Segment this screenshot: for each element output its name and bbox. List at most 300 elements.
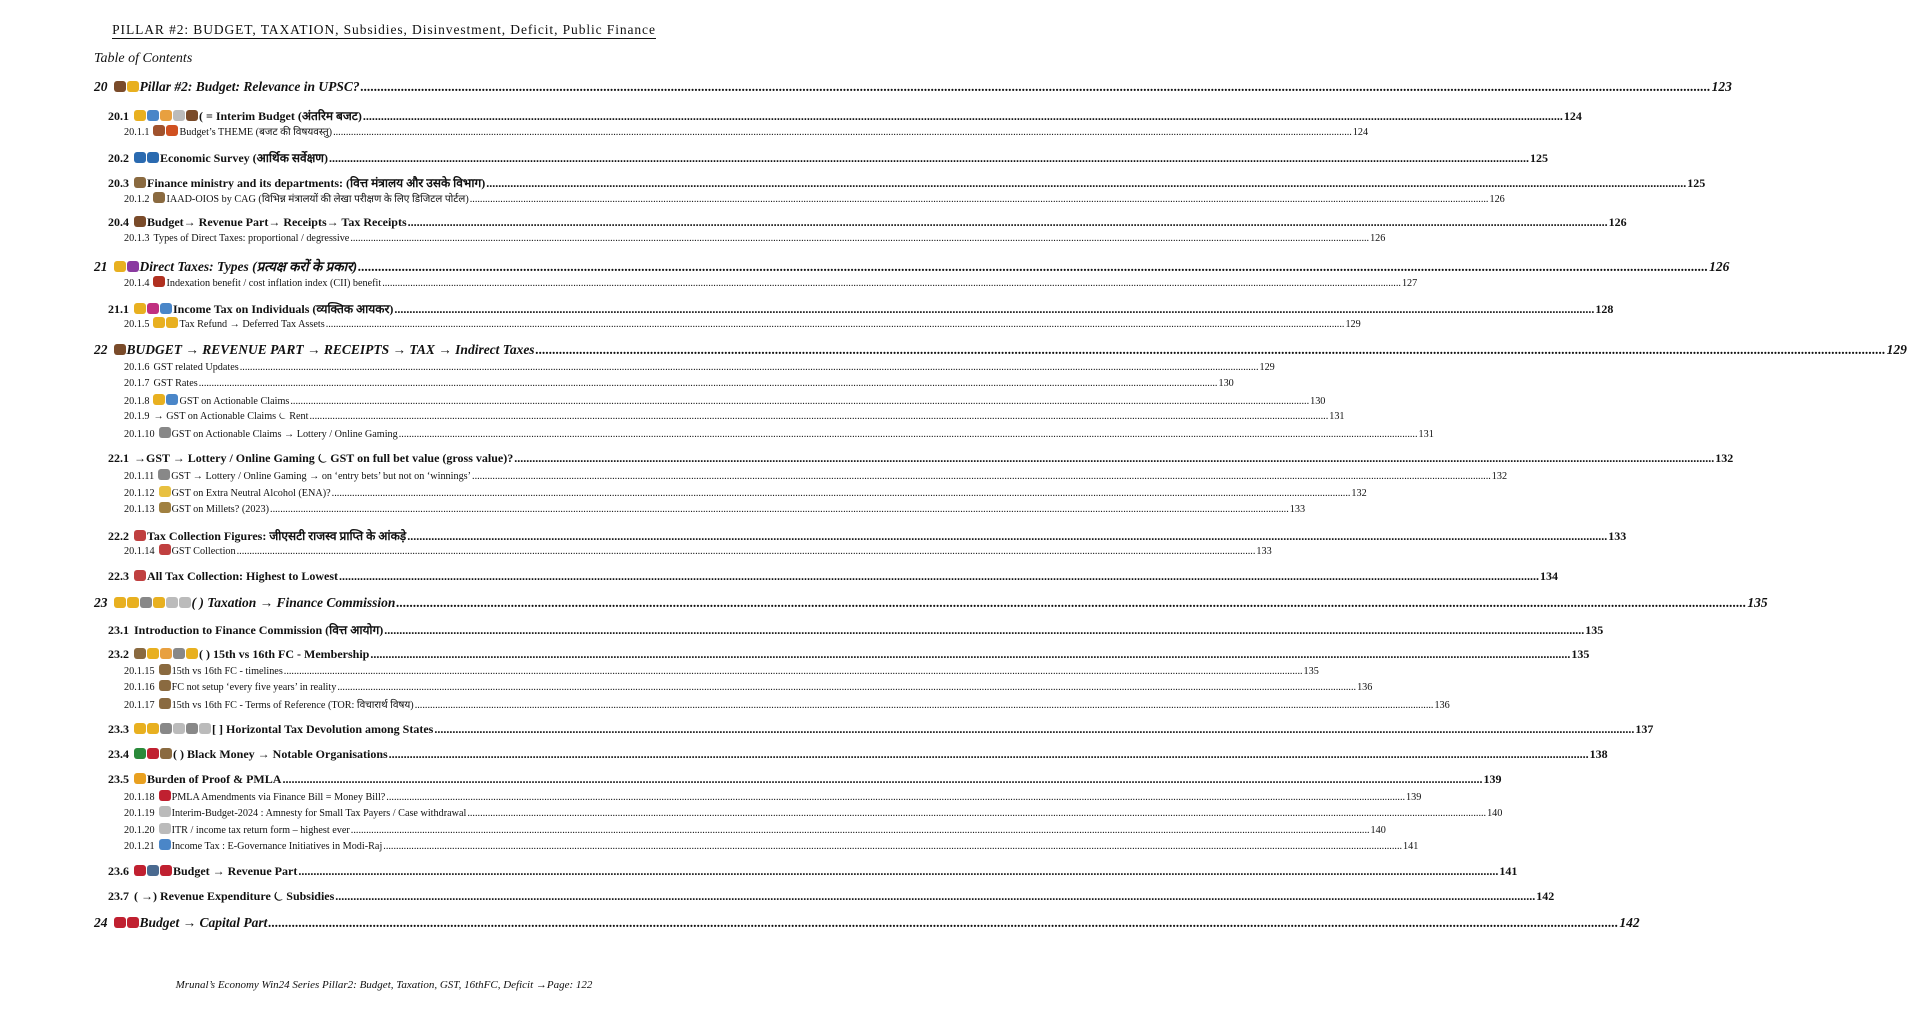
toc-entry-number: 20.1.17 bbox=[124, 700, 155, 711]
toc-entry-number: 20.1.20 bbox=[124, 825, 155, 836]
toc-entry-page: 126 bbox=[1709, 259, 1730, 274]
dot-leader: ................................................................................................................................................................................................................................................................................................................................................................................................................ bbox=[486, 176, 1687, 190]
toc-entry-page: 138 bbox=[1589, 747, 1608, 761]
toc-entry-label: Tax Refund → Deferred Tax Assets bbox=[179, 319, 325, 330]
emoji-icon bbox=[179, 597, 191, 608]
emoji-icon bbox=[127, 917, 139, 928]
toc-entry-number: 24 bbox=[94, 915, 108, 930]
toc-entry-number: 20.1.3 bbox=[124, 233, 150, 244]
toc-entry-number: 20.1 bbox=[108, 109, 129, 123]
dot-leader: ................................................................................................................................................................................................................................................................................................................................................................................................................ bbox=[407, 529, 1608, 543]
emoji-icon bbox=[160, 648, 172, 659]
toc-entry-number: 23.4 bbox=[108, 747, 129, 761]
toc-entry-label: Indexation benefit / cost inflation index (CII) benefit bbox=[166, 278, 382, 289]
emoji-icon bbox=[166, 125, 178, 136]
toc-entry-label: Burden of Proof & PMLA bbox=[147, 772, 282, 786]
toc-entry-number: 22.1 bbox=[108, 451, 129, 465]
toc-entry-page: 135 bbox=[1571, 647, 1590, 661]
emoji-icon bbox=[166, 317, 178, 328]
emoji-icon-group bbox=[159, 823, 172, 836]
emoji-icon bbox=[186, 110, 198, 121]
toc-entry[interactable] bbox=[108, 107, 1582, 124]
emoji-icon bbox=[134, 110, 146, 121]
toc-entry-label: Economic Survey (आर्थिक सर्वेक्षण) bbox=[160, 151, 328, 165]
emoji-icon bbox=[153, 192, 165, 203]
emoji-icon-group bbox=[134, 176, 147, 191]
toc-entry-page: 133 bbox=[1256, 546, 1272, 557]
toc-entry[interactable] bbox=[108, 772, 1502, 787]
toc-entry-label: Tax Collection Figures: जीएसटी राजस्व प्राप्ति के आंकड़े bbox=[147, 529, 407, 543]
toc-entry-number: 20.1.6 bbox=[124, 362, 150, 373]
dot-leader: ................................................................................................................................................................................................................................................................................................................................................................................................................ bbox=[394, 302, 1595, 316]
toc-entry-label: →GST → Lottery / Online Gaming ⏾ GST on full bet value (gross value)? bbox=[134, 451, 514, 465]
emoji-icon bbox=[114, 917, 126, 928]
dot-leader: ................................................................................................................................................................................................................................................................................................................................................................................................................ bbox=[434, 722, 1635, 736]
toc-entry[interactable] bbox=[124, 664, 1319, 677]
emoji-icon-group bbox=[114, 259, 140, 275]
emoji-icon bbox=[160, 748, 172, 759]
emoji-icon bbox=[159, 823, 171, 834]
toc-entry-page: 127 bbox=[1401, 278, 1418, 289]
toc-entry-label: GST Rates bbox=[153, 378, 198, 389]
toc-entry[interactable] bbox=[124, 839, 1419, 852]
toc-entry-number: 20.1.15 bbox=[124, 666, 155, 677]
toc-entry-label: 15th vs 16th FC - timelines bbox=[171, 666, 283, 677]
toc-entry[interactable] bbox=[124, 191, 1505, 205]
toc-entry-page: 141 bbox=[1403, 841, 1419, 852]
toc-entry[interactable] bbox=[94, 79, 1732, 95]
toc-entry[interactable] bbox=[108, 149, 1548, 166]
toc-entry-page: 130 bbox=[1218, 378, 1234, 389]
toc-entry[interactable] bbox=[108, 621, 1604, 638]
toc-entry-page: 126 bbox=[1489, 194, 1505, 205]
toc-entry-page: 136 bbox=[1357, 682, 1373, 693]
toc-entry-label: Direct Taxes: Types (प्रत्यक्ष करों के प्रकार) bbox=[139, 259, 358, 274]
toc-entry-number: 20.1.21 bbox=[124, 841, 155, 852]
toc-entry[interactable] bbox=[108, 722, 1654, 737]
emoji-icon bbox=[134, 216, 146, 227]
toc-entry-page: 139 bbox=[1483, 772, 1502, 786]
toc-entry-label: GST on Actionable Claims bbox=[179, 396, 290, 407]
toc-entry-number: 23.7 bbox=[108, 889, 129, 903]
toc-entry-number: 22 bbox=[94, 342, 108, 357]
emoji-icon bbox=[159, 486, 171, 497]
toc-entry[interactable] bbox=[108, 300, 1614, 317]
dot-leader: ................................................................................................................................................................................................................................................................................................................................................................................................................ bbox=[298, 864, 1499, 878]
toc-entry[interactable] bbox=[124, 427, 1434, 440]
emoji-icon-group bbox=[114, 342, 127, 358]
toc-entry-page: 126 bbox=[1608, 215, 1627, 229]
toc-entry-number: 21.1 bbox=[108, 302, 129, 316]
toc-entry-label: PMLA Amendments via Finance Bill = Money Bill? bbox=[171, 792, 386, 803]
toc-entry[interactable] bbox=[124, 233, 1386, 244]
emoji-icon bbox=[159, 502, 171, 513]
toc-entry-page: 124 bbox=[1352, 127, 1369, 138]
emoji-icon bbox=[153, 317, 165, 328]
toc-entry-page: 131 bbox=[1329, 411, 1345, 422]
toc-entry-label: ( = Interim Budget (अंतरिम बजट) bbox=[199, 109, 362, 123]
emoji-icon-group bbox=[114, 595, 192, 611]
emoji-icon bbox=[127, 597, 139, 608]
toc-entry[interactable] bbox=[124, 469, 1508, 482]
emoji-icon bbox=[127, 81, 139, 92]
emoji-icon bbox=[159, 806, 171, 817]
emoji-icon-group bbox=[134, 302, 173, 317]
toc-entry-label: 15th vs 16th FC - Terms of Reference (TOR: विचारार्थ विषय) bbox=[171, 700, 414, 711]
emoji-icon bbox=[134, 177, 146, 188]
page-footer: Mrunal’s Economy Win24 Series Pillar2: Budget, Taxation, GST, 16thFC, Deficit →Page: 122 bbox=[175, 979, 593, 991]
emoji-icon-group bbox=[159, 806, 172, 819]
emoji-icon bbox=[147, 748, 159, 759]
emoji-icon-group bbox=[134, 109, 199, 124]
emoji-icon-group bbox=[159, 544, 172, 557]
emoji-icon bbox=[114, 344, 126, 355]
dot-leader: ................................................................................................................................................................................................................................................................................................................................................................................................................ bbox=[350, 233, 1370, 244]
emoji-icon-group bbox=[153, 276, 166, 289]
emoji-icon bbox=[186, 648, 198, 659]
emoji-icon bbox=[134, 723, 146, 734]
emoji-icon bbox=[159, 839, 171, 850]
emoji-icon bbox=[159, 790, 171, 801]
toc-entry-number: 23.2 bbox=[108, 647, 129, 661]
toc-entry-label: → GST on Actionable Claims ⏾ Rent bbox=[153, 411, 309, 422]
dot-leader: ................................................................................................................................................................................................................................................................................................................................................................................................................ bbox=[360, 79, 1711, 94]
toc-entry-page: 140 bbox=[1487, 808, 1503, 819]
toc-entry-number: 20.3 bbox=[108, 176, 129, 190]
toc-entry-page: 125 bbox=[1529, 151, 1548, 165]
toc-entry-label: GST Collection bbox=[171, 546, 236, 557]
toc-entry-page: 129 bbox=[1886, 342, 1907, 357]
toc-entry-label: Finance ministry and its departments: (वित्त मंत्रालय और उसके विभाग) bbox=[147, 176, 486, 190]
toc-entry[interactable] bbox=[124, 806, 1503, 819]
toc-entry-label: GST related Updates bbox=[153, 362, 239, 373]
toc-entry[interactable] bbox=[108, 889, 1555, 904]
toc-entry-number: 20.1.14 bbox=[124, 546, 155, 557]
emoji-icon bbox=[114, 597, 126, 608]
emoji-icon bbox=[134, 152, 146, 163]
toc-entry-label: FC not setup ‘every five years’ in reality bbox=[171, 682, 337, 693]
emoji-icon-group bbox=[134, 747, 173, 762]
dot-leader: ................................................................................................................................................................................................................................................................................................................................................................................................................ bbox=[331, 488, 1351, 499]
emoji-icon-group bbox=[134, 647, 199, 662]
toc-entry[interactable] bbox=[108, 864, 1518, 879]
emoji-icon-group bbox=[114, 915, 140, 931]
emoji-icon bbox=[114, 261, 126, 272]
dot-leader: ................................................................................................................................................................................................................................................................................................................................................................................................................ bbox=[469, 194, 1489, 205]
toc-entry[interactable] bbox=[108, 451, 1734, 466]
toc-entry[interactable] bbox=[94, 257, 1730, 275]
emoji-icon bbox=[173, 723, 185, 734]
emoji-icon-group bbox=[134, 772, 147, 787]
toc-entry-page: 131 bbox=[1418, 429, 1434, 440]
toc-entry[interactable] bbox=[124, 317, 1361, 330]
emoji-icon-group bbox=[159, 790, 172, 803]
emoji-icon bbox=[114, 81, 126, 92]
emoji-icon-group bbox=[134, 215, 147, 230]
emoji-icon bbox=[160, 723, 172, 734]
toc-entry[interactable] bbox=[94, 595, 1768, 611]
emoji-icon bbox=[153, 125, 165, 136]
dot-leader: ................................................................................................................................................................................................................................................................................................................................................................................................................ bbox=[290, 396, 1310, 407]
toc-entry-label: Types of Direct Taxes: proportional / degressive bbox=[153, 233, 350, 244]
dot-leader: ................................................................................................................................................................................................................................................................................................................................................................................................................ bbox=[283, 666, 1303, 677]
toc-entry-page: 133 bbox=[1608, 529, 1627, 543]
toc-entry[interactable] bbox=[108, 174, 1706, 191]
toc-entry-number: 20 bbox=[94, 79, 108, 94]
emoji-icon-group bbox=[153, 317, 179, 330]
toc-entry-page: 139 bbox=[1406, 792, 1422, 803]
dot-leader: ................................................................................................................................................................................................................................................................................................................................................................................................................ bbox=[535, 342, 1886, 357]
toc-entry-number: 20.1.8 bbox=[124, 396, 150, 407]
emoji-icon-group bbox=[153, 192, 166, 205]
toc-entry-page: 142 bbox=[1619, 915, 1640, 930]
toc-entry-label: ITR / income tax return form – highest ever bbox=[171, 825, 350, 836]
dot-leader: ................................................................................................................................................................................................................................................................................................................................................................................................................ bbox=[198, 378, 1218, 389]
toc-entry[interactable] bbox=[108, 527, 1627, 544]
dot-leader: ................................................................................................................................................................................................................................................................................................................................................................................................................ bbox=[309, 411, 1329, 422]
dot-leader: ................................................................................................................................................................................................................................................................................................................................................................................................................ bbox=[398, 429, 1418, 440]
dot-leader: ................................................................................................................................................................................................................................................................................................................................................................................................................ bbox=[383, 841, 1403, 852]
toc-entry-number: 23.3 bbox=[108, 722, 129, 736]
toc-entry-number: 20.1.9 bbox=[124, 411, 150, 422]
toc-entry-number: 20.1.11 bbox=[124, 471, 155, 482]
emoji-icon-group bbox=[158, 469, 171, 482]
toc-entry[interactable] bbox=[124, 378, 1234, 389]
toc-entry[interactable] bbox=[124, 790, 1422, 803]
toc-entry-page: 137 bbox=[1635, 722, 1654, 736]
emoji-icon-group bbox=[134, 722, 212, 737]
toc-entry-page: 140 bbox=[1370, 825, 1386, 836]
toc-entry-label: Pillar #2: Budget: Relevance in UPSC? bbox=[139, 79, 360, 94]
toc-entry-page: 130 bbox=[1310, 396, 1326, 407]
emoji-icon-group bbox=[134, 864, 173, 879]
dot-leader: ................................................................................................................................................................................................................................................................................................................................................................................................................ bbox=[358, 259, 1709, 274]
dot-leader: ................................................................................................................................................................................................................................................................................................................................................................................................................ bbox=[370, 647, 1571, 661]
header-text: PILLAR #2: BUDGET, TAXATION, Subsidies, Disinvestment, Deficit, Public Finance bbox=[112, 22, 656, 37]
toc-entry-page: 124 bbox=[1563, 109, 1582, 123]
toc-entry[interactable] bbox=[94, 342, 1907, 358]
emoji-icon bbox=[160, 303, 172, 314]
emoji-icon bbox=[153, 597, 165, 608]
dot-leader: ................................................................................................................................................................................................................................................................................................................................................................................................................ bbox=[339, 569, 1539, 583]
dot-leader: ................................................................................................................................................................................................................................................................................................................................................................................................................ bbox=[328, 151, 1529, 165]
toc-entry-number: 20.1.13 bbox=[124, 504, 155, 515]
toc-entry-number: 20.1.7 bbox=[124, 378, 150, 389]
toc-entry-page: 125 bbox=[1687, 176, 1706, 190]
dot-leader: ................................................................................................................................................................................................................................................................................................................................................................................................................ bbox=[335, 889, 1536, 903]
emoji-icon bbox=[159, 664, 171, 675]
emoji-icon-group bbox=[159, 664, 172, 677]
emoji-icon bbox=[186, 723, 198, 734]
toc-entry-label: GST on Actionable Claims → Lottery / Online Gaming bbox=[171, 429, 398, 440]
emoji-icon bbox=[134, 303, 146, 314]
emoji-icon bbox=[153, 276, 165, 287]
emoji-icon bbox=[147, 865, 159, 876]
emoji-icon bbox=[134, 773, 146, 784]
toc-entry-number: 23.1 bbox=[108, 623, 129, 637]
toc-entry-page: 132 bbox=[1491, 471, 1508, 482]
dot-leader: ................................................................................................................................................................................................................................................................................................................................................................................................................ bbox=[396, 595, 1747, 610]
emoji-icon-group bbox=[134, 529, 147, 544]
toc-entry-page: 133 bbox=[1289, 504, 1306, 515]
emoji-icon-group bbox=[159, 486, 172, 499]
toc-entry-number: 20.2 bbox=[108, 151, 129, 165]
toc-entry-page: 141 bbox=[1499, 864, 1518, 878]
toc-entry[interactable] bbox=[124, 411, 1345, 423]
emoji-icon bbox=[159, 427, 171, 438]
emoji-icon bbox=[140, 597, 152, 608]
toc-entry-label: ( ) Taxation → Finance Commission bbox=[191, 595, 396, 610]
toc-entry[interactable] bbox=[124, 680, 1373, 693]
page-header bbox=[0, 22, 768, 38]
dot-leader: ................................................................................................................................................................................................................................................................................................................................................................................................................ bbox=[236, 546, 1256, 557]
dot-leader: ................................................................................................................................................................................................................................................................................................................................................................................................................ bbox=[282, 772, 1483, 786]
dot-leader: ................................................................................................................................................................................................................................................................................................................................................................................................................ bbox=[414, 700, 1434, 711]
dot-leader: ................................................................................................................................................................................................................................................................................................................................................................................................................ bbox=[382, 278, 1401, 289]
toc-entry-number: 20.1.1 bbox=[124, 127, 150, 138]
emoji-icon-group bbox=[159, 698, 172, 711]
toc-entry-page: 135 bbox=[1585, 623, 1604, 637]
emoji-icon bbox=[153, 394, 165, 405]
toc-entry-number: 23.5 bbox=[108, 772, 129, 786]
emoji-icon bbox=[147, 152, 159, 163]
toc-entry-label: Interim-Budget-2024 : Amnesty for Small Tax Payers / Case withdrawal bbox=[171, 808, 467, 819]
emoji-icon bbox=[147, 723, 159, 734]
dot-leader: ................................................................................................................................................................................................................................................................................................................................................................................................................ bbox=[514, 451, 1715, 465]
toc-entry-page: 136 bbox=[1434, 700, 1450, 711]
dot-leader: ................................................................................................................................................................................................................................................................................................................................................................................................................ bbox=[239, 362, 1259, 373]
dot-leader: ................................................................................................................................................................................................................................................................................................................................................................................................................ bbox=[467, 808, 1487, 819]
toc-entry[interactable] bbox=[124, 124, 1369, 138]
toc-entry[interactable] bbox=[108, 647, 1590, 662]
emoji-icon-group bbox=[114, 79, 140, 95]
toc-entry-number: 20.1.19 bbox=[124, 808, 155, 819]
emoji-icon-group bbox=[159, 427, 172, 440]
toc-entry-label: GST → Lottery / Online Gaming → on ‘entry bets’ but not on ‘winnings’ bbox=[171, 471, 472, 482]
toc-entry-number: 20.1.10 bbox=[124, 429, 155, 440]
emoji-icon bbox=[134, 648, 146, 659]
toc-entry[interactable] bbox=[108, 569, 1558, 584]
emoji-icon bbox=[159, 544, 171, 555]
dot-leader: ................................................................................................................................................................................................................................................................................................................................................................................................................ bbox=[333, 127, 1352, 138]
emoji-icon-group bbox=[153, 394, 179, 407]
toc-entry[interactable] bbox=[124, 394, 1326, 407]
toc-entry-number: 22.2 bbox=[108, 529, 129, 543]
emoji-icon bbox=[173, 110, 185, 121]
emoji-icon bbox=[199, 723, 211, 734]
toc-entry[interactable] bbox=[124, 276, 1418, 289]
toc-entry-number: 20.1.18 bbox=[124, 792, 155, 803]
toc-entry-page: 128 bbox=[1595, 302, 1614, 316]
toc-entry-page: 129 bbox=[1259, 362, 1275, 373]
emoji-icon bbox=[158, 469, 170, 480]
emoji-icon bbox=[166, 597, 178, 608]
toc-entry-number: 20.1.12 bbox=[124, 488, 155, 499]
dot-leader: ................................................................................................................................................................................................................................................................................................................................................................................................................ bbox=[270, 504, 1289, 515]
emoji-icon bbox=[134, 570, 146, 581]
dot-leader: ................................................................................................................................................................................................................................................................................................................................................................................................................ bbox=[337, 682, 1357, 693]
toc-entry-label: Budget → Revenue Part bbox=[173, 864, 298, 878]
toc-entry-number: 22.3 bbox=[108, 569, 129, 583]
dot-leader: ................................................................................................................................................................................................................................................................................................................................................................................................................ bbox=[388, 747, 1589, 761]
emoji-icon-group bbox=[159, 680, 172, 693]
toc-entry-page: 132 bbox=[1351, 488, 1367, 499]
toc-entry-page: 134 bbox=[1540, 569, 1558, 583]
toc-entry[interactable] bbox=[124, 362, 1275, 373]
dot-leader: ................................................................................................................................................................................................................................................................................................................................................................................................................ bbox=[268, 915, 1619, 930]
toc-entry-label: ( →) Revenue Expenditure ⏾ Subsidies bbox=[134, 889, 335, 903]
toc-entry-label: Income Tax on Individuals (व्यक्तिक आयकर) bbox=[173, 302, 394, 316]
toc-entry-page: 126 bbox=[1370, 233, 1386, 244]
toc-entry[interactable] bbox=[124, 823, 1386, 836]
dot-leader: ................................................................................................................................................................................................................................................................................................................................................................................................................ bbox=[472, 471, 1491, 482]
toc-entry-label: [ ] Horizontal Tax Devolution among States bbox=[212, 722, 434, 736]
toc-entry-page: 142 bbox=[1536, 889, 1555, 903]
toc-entry-label: Budget→ Revenue Part→ Receipts→ Tax Receipts bbox=[147, 215, 407, 229]
toc-entry[interactable] bbox=[124, 502, 1306, 515]
emoji-icon bbox=[134, 748, 146, 759]
toc-entry-number: 21 bbox=[94, 259, 108, 274]
toc-entry-label: GST on Extra Neutral Alcohol (ENA)? bbox=[171, 488, 331, 499]
toc-entry-label: Budget → Capital Part bbox=[139, 915, 268, 930]
emoji-icon bbox=[127, 261, 139, 272]
emoji-icon bbox=[147, 303, 159, 314]
emoji-icon-group bbox=[134, 569, 147, 584]
toc-entry[interactable] bbox=[108, 215, 1627, 230]
toc-entry-label: Income Tax : E-Governance Initiatives in Modi-Raj bbox=[171, 841, 383, 852]
toc-entry-label: IAAD-OIOS by CAG (विभिन्न मंत्रालयों की लेखा परीक्षण के लिए डिजिटल पोर्टल) bbox=[166, 194, 469, 205]
emoji-icon-group bbox=[134, 151, 160, 166]
toc-entry-number: 20.1.16 bbox=[124, 682, 155, 693]
toc-entry[interactable] bbox=[94, 915, 1640, 931]
toc-entry[interactable] bbox=[108, 747, 1608, 762]
emoji-icon bbox=[160, 865, 172, 876]
toc-entry-label: GST on Millets? (2023) bbox=[171, 504, 270, 515]
toc-entry-label: All Tax Collection: Highest to Lowest bbox=[147, 569, 338, 583]
toc-entry-number: 20.1.5 bbox=[124, 319, 150, 330]
toc-entry-label: BUDGET → REVENUE PART → RECEIPTS → TAX → Indirect Taxes bbox=[126, 342, 535, 357]
emoji-icon-group bbox=[159, 839, 172, 852]
emoji-icon-group bbox=[153, 125, 179, 138]
toc-entry-number: 23.6 bbox=[108, 864, 129, 878]
dot-leader: ................................................................................................................................................................................................................................................................................................................................................................................................................ bbox=[350, 825, 1370, 836]
toc-entry-number: 20.1.4 bbox=[124, 278, 150, 289]
toc-entry-number: 20.1.2 bbox=[124, 194, 150, 205]
toc-entry-page: 123 bbox=[1711, 79, 1732, 94]
toc-entry[interactable] bbox=[124, 697, 1450, 711]
toc-entry-label: ( ) Black Money → Notable Organisations bbox=[173, 747, 388, 761]
emoji-icon bbox=[159, 680, 171, 691]
toc-entry-page: 135 bbox=[1747, 595, 1768, 610]
toc-entry-label: Budget’s THEME (बजट की विषयवस्तु) bbox=[179, 127, 333, 138]
toc-entry[interactable] bbox=[124, 486, 1367, 499]
emoji-icon bbox=[160, 110, 172, 121]
emoji-icon bbox=[134, 865, 146, 876]
emoji-icon bbox=[159, 698, 171, 709]
toc-entry-label: Introduction to Finance Commission (वित्त आयोग) bbox=[134, 623, 384, 637]
emoji-icon bbox=[147, 648, 159, 659]
emoji-icon bbox=[134, 530, 146, 541]
dot-leader: ................................................................................................................................................................................................................................................................................................................................................................................................................ bbox=[362, 109, 1563, 123]
toc-entry-page: 135 bbox=[1303, 666, 1319, 677]
toc-entry-number: 20.4 bbox=[108, 215, 129, 229]
toc-entry-page: 129 bbox=[1345, 319, 1361, 330]
toc-entry[interactable] bbox=[124, 544, 1272, 557]
dot-leader: ................................................................................................................................................................................................................................................................................................................................................................................................................ bbox=[386, 792, 1406, 803]
toc-title: Table of Contents bbox=[94, 51, 193, 66]
dot-leader: ................................................................................................................................................................................................................................................................................................................................................................................................................ bbox=[325, 319, 1345, 330]
emoji-icon bbox=[147, 110, 159, 121]
